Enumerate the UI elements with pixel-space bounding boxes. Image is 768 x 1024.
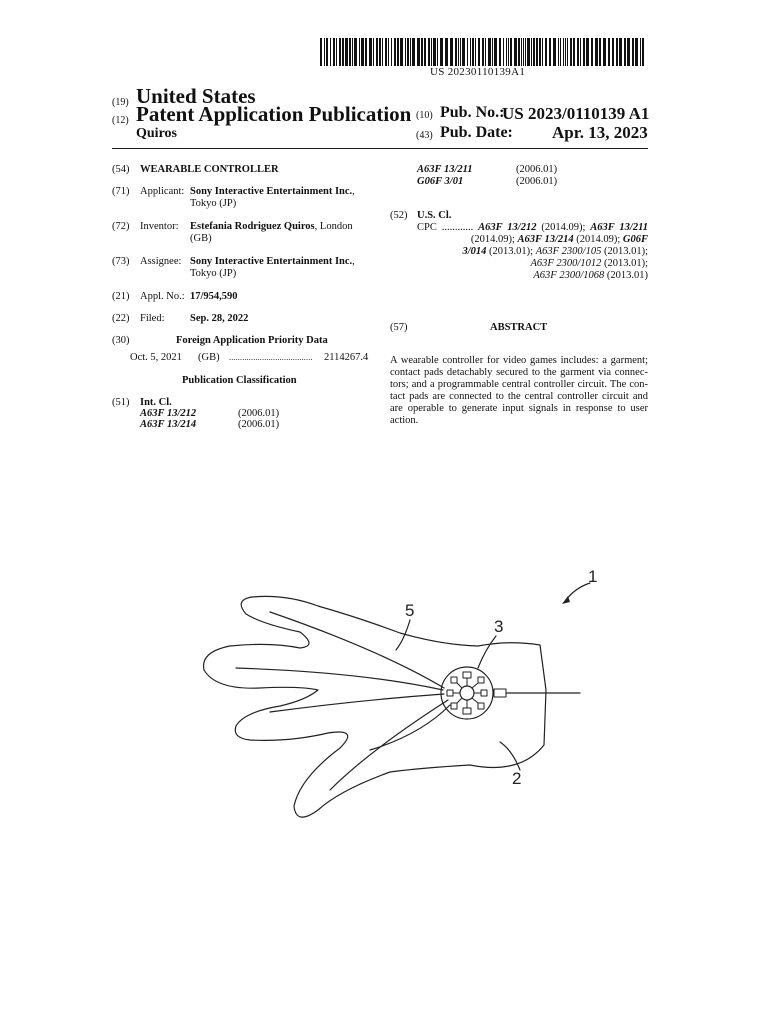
pubno-label: Pub. No.:: [440, 104, 505, 121]
connector: [494, 689, 506, 697]
inventor-block: [190, 221, 353, 233]
filed-date: Sep. 28, 2022: [190, 313, 249, 324]
intcl-code: (51): [112, 397, 130, 408]
uscl-label: U.S. Cl.: [417, 210, 452, 221]
uscl-code: (52): [390, 210, 408, 221]
abstract-line: action.: [390, 415, 419, 426]
controller-circuit: [441, 667, 493, 719]
abstract-line: A wearable controller for video games includes: a garment;: [390, 355, 648, 366]
leader-1: [566, 583, 590, 600]
intcl-version: (2006.01): [238, 408, 280, 419]
cpc-line: 3/014 (2013.01); A63F 2300/105 (2013.01);: [462, 246, 648, 257]
filed-label: Filed:: [140, 313, 165, 324]
abstract-line: are operable to generate input signals in response to user: [390, 403, 648, 414]
priority-dots: ......................................: [229, 353, 313, 362]
abstract-line: tors; and a programmable central controller circuit. The con-: [390, 379, 648, 390]
finger-wire: [330, 700, 448, 790]
inventor-country: (GB): [190, 233, 212, 244]
pubclass-heading: Publication Classification: [182, 375, 297, 386]
intcl-class: A63F 13/214: [140, 419, 197, 430]
intcl-version: (2006.01): [238, 419, 280, 430]
applicant-name: Sony Interactive Entertainment Inc.: [190, 186, 353, 197]
priority-code: (30): [112, 335, 130, 346]
inventor-name: Estefania Rodriguez Quiros: [190, 221, 315, 232]
priority-heading: Foreign Application Priority Data: [176, 335, 328, 346]
pubdate-code: (43): [416, 130, 433, 141]
priority-date: Oct. 5, 2021: [130, 352, 182, 363]
cpc-line: A63F 2300/1068 (2013.01): [533, 270, 648, 281]
finger-wire: [270, 694, 444, 712]
abstract-line: tact pads are connected to the central controller circuit and: [390, 391, 648, 402]
applicant-block: Sony Interactive Entertainment Inc.,: [190, 186, 355, 197]
assignee-name: Sony Interactive Entertainment Inc.: [190, 256, 353, 267]
intcl-class: A63F 13/211: [417, 164, 473, 175]
title-code: (54): [112, 164, 130, 175]
country-code: (19): [112, 97, 129, 108]
thumb-wire: [370, 705, 450, 750]
finger-wire: [236, 668, 443, 690]
intcl-version: (2006.01): [516, 176, 558, 187]
abstract-line: contact pads detachably secured to the garment via connec-: [390, 367, 648, 378]
ref-label-3: 3: [494, 617, 504, 636]
ref-label-2: 2: [512, 769, 522, 788]
inventor-short: Quiros: [136, 126, 177, 141]
invention-title: WEARABLE CONTROLLER: [140, 164, 279, 175]
intcl-version: (2006.01): [516, 164, 558, 175]
appl-label: Appl. No.:: [140, 291, 185, 302]
assignee-code: (73): [112, 256, 130, 267]
appl-code: (21): [112, 291, 130, 302]
cpc-line: (2014.09); A63F 13/214 (2014.09); G06F: [470, 234, 648, 245]
barcode-number: US 20230110139A1: [430, 66, 526, 78]
pub-number: US 2023/0110139 A1: [502, 104, 650, 123]
appl-number: 17/954,590: [190, 291, 238, 302]
intcl-label: Int. Cl.: [140, 397, 172, 408]
inventor-location: , London: [314, 221, 353, 232]
inventor-label: Inventor:: [140, 221, 179, 232]
pubno-code: (10): [416, 110, 433, 121]
country: United States: [136, 84, 256, 108]
cpc-line: A63F 2300/1012 (2013.01);: [530, 258, 648, 269]
assignee-label: Assignee:: [140, 256, 182, 267]
contact-pads: [447, 672, 487, 714]
assignee-block: Sony Interactive Entertainment Inc.,: [190, 256, 355, 267]
applicant-location: Tokyo (JP): [190, 198, 237, 209]
assignee-location: Tokyo (JP): [190, 268, 237, 279]
applicant-label: Applicant:: [140, 186, 185, 197]
priority-number: 2114267.4: [324, 352, 369, 363]
cpc-line: CPC ............ A63F 13/212 (2014.09); A63F 13/211: [417, 222, 649, 233]
inventor-code: (72): [112, 221, 130, 232]
intcl-class: A63F 13/212: [140, 408, 197, 419]
barcode: [320, 38, 648, 66]
intcl-class: G06F 3/01: [417, 176, 464, 187]
pub-date: Apr. 13, 2023: [552, 123, 648, 142]
abstract-code: (57): [390, 322, 408, 333]
publication-type: Patent Application Publication: [136, 102, 412, 126]
pubdate-label: Pub. Date:: [440, 124, 513, 141]
pubtype-code: (12): [112, 115, 129, 126]
abstract-heading: ABSTRACT: [490, 322, 548, 333]
ref-label-1: 1: [588, 567, 598, 586]
leader-3: [478, 636, 496, 668]
filed-code: (22): [112, 313, 130, 324]
priority-country: (GB): [198, 352, 220, 363]
applicant-code: (71): [112, 186, 130, 197]
header-rule: [112, 148, 648, 149]
ref-label-5: 5: [405, 601, 415, 620]
glove-figure: [190, 560, 610, 830]
